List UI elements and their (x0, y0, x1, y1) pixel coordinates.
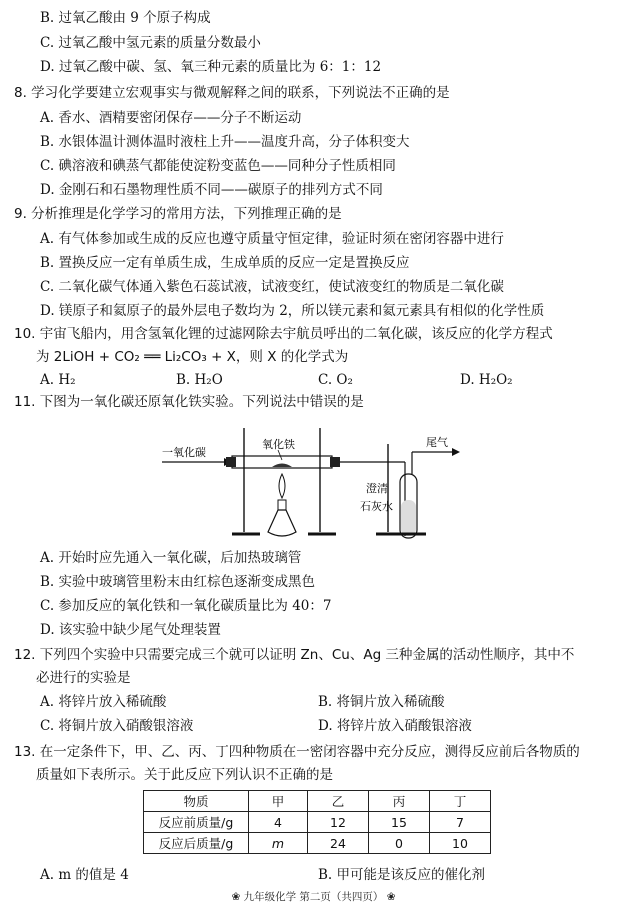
q11-option-c: C. 参加反应的氧化铁和一氧化碳质量比为 40：7 (40, 598, 332, 614)
table-header-cell: 乙 (308, 791, 369, 812)
table-cell: 24 (308, 833, 369, 854)
q8-option-c: C. 碘溶液和碘蒸气都能使淀粉变蓝色——同种分子性质相同 (40, 158, 396, 174)
fig-label-iron-oxide: 氧化铁 (262, 438, 295, 451)
burner-wick-holder (278, 500, 286, 510)
table-row (144, 812, 491, 833)
table-row (144, 833, 491, 854)
table-cell: 10 (430, 833, 491, 854)
q12-option-b: B. 将铜片放入稀硫酸 (318, 694, 445, 710)
q10-option-a: A. H₂ (40, 372, 76, 388)
q8-option-a: A. 香水、酒精要密闭保存——分子不断运动 (40, 110, 302, 126)
q8-stem: 8. 学习化学要建立宏观事实与微观解释之间的联系，下列说法不正确的是 (14, 85, 450, 101)
fig-label-lime-2: 石灰水 (360, 500, 393, 513)
q13-option-a: A. m 的值是 4 (40, 867, 129, 883)
q10-stem-line2: 为 2LiOH + CO₂ ══ Li₂CO₃ + X，则 X 的化学式为 (36, 349, 349, 365)
flame-icon (279, 474, 285, 498)
q12-stem-line2: 必进行的实验是 (36, 670, 131, 686)
table-cell: 4 (249, 812, 308, 833)
table-cell: 反应后质量/g (144, 833, 249, 854)
q8-option-d: D. 金刚石和石墨物理性质不同——碳原子的排列方式不同 (40, 182, 383, 198)
q9-option-a: A. 有气体参加或生成的反应也遵守质量守恒定律，验证时须在密闭容器中进行 (40, 231, 504, 247)
table-cell: 0 (369, 833, 430, 854)
table-header-cell: 丙 (369, 791, 430, 812)
fig-label-co: 一氧化碳 (162, 446, 206, 459)
q11-stem: 11. 下图为一氧化碳还原氧化铁实验。下列说法中错误的是 (14, 394, 364, 410)
alcohol-burner (268, 510, 296, 536)
page-footer: ❀ 九年级化学 第二页（共四页） ❀ (231, 891, 396, 903)
fig-label-exhaust: 尾气 (426, 436, 448, 449)
q9-option-b: B. 置换反应一定有单质生成，生成单质的反应一定是置换反应 (40, 255, 410, 271)
table-header-row (144, 791, 491, 812)
q13-stem-line2: 质量如下表所示。关于此反应下列认识不正确的是 (36, 767, 333, 783)
lime-water (401, 500, 416, 536)
table-header-cell: 甲 (249, 791, 308, 812)
mass-data-table (143, 790, 491, 854)
q12-option-d: D. 将锌片放入硝酸银溶液 (318, 718, 472, 734)
q12-stem-line1: 12. 下列四个实验中只需要完成三个就可以证明 Zn、Cu、Ag 三种金属的活动性顺序，其中不 (14, 647, 575, 663)
q12-option-a: A. 将锌片放入稀硫酸 (40, 694, 167, 710)
q10-option-b: B. H₂O (176, 372, 223, 388)
q9-stem: 9. 分析推理是化学学习的常用方法，下列推理正确的是 (14, 206, 342, 222)
q7-option-c: C. 过氧乙酸中氢元素的质量分数最小 (40, 35, 261, 51)
q12-option-c: C. 将铜片放入硝酸银溶液 (40, 718, 194, 734)
q7-option-d: D. 过氧乙酸中碳、氢、氧三种元素的质量比为 6：1：12 (40, 59, 382, 75)
fig-label-lime-1: 澄清 (366, 482, 388, 495)
q13-option-b: B. 甲可能是该反应的催化剂 (318, 867, 486, 883)
stopper-left (226, 457, 236, 467)
table-cell: 7 (430, 812, 491, 833)
q8-option-b: B. 水银体温计测体温时液柱上升——温度升高，分子体积变大 (40, 134, 410, 150)
q10-stem-line1: 10. 宇宙飞船内，用含氢氧化锂的过滤网除去宇航员呼出的二氧化碳，该反应的化学方程式 (14, 326, 553, 342)
stopper-right (330, 457, 340, 467)
q11-option-d: D. 该实验中缺少尾气处理装置 (40, 622, 221, 638)
iron-oxide-pointer (278, 450, 282, 460)
q7-option-b: B. 过氧乙酸由 9 个原子构成 (40, 10, 211, 26)
table-header-cell: 丁 (430, 791, 491, 812)
table-header-cell: 物质 (144, 791, 249, 812)
table-cell: m (249, 833, 308, 854)
q11-option-a: A. 开始时应先通入一氧化碳，后加热玻璃管 (40, 550, 302, 566)
q9-option-c: C. 二氧化碳气体通入紫色石蕊试液，试液变红，使试液变红的物质是二氧化碳 (40, 279, 504, 295)
exhaust-arrowhead (452, 448, 460, 456)
table-cell: 15 (369, 812, 430, 833)
table-cell: 12 (308, 812, 369, 833)
iron-oxide-powder (272, 464, 292, 468)
q13-stem-line1: 13. 在一定条件下，甲、乙、丙、丁四种物质在一密闭容器中充分反应，测得反应前后各物质的 (14, 744, 580, 760)
co-reduction-apparatus-diagram (160, 414, 470, 544)
q9-option-d: D. 镁原子和氦原子的最外层电子数均为 2，所以镁元素和氦元素具有相似的化学性质 (40, 303, 545, 319)
q11-option-b: B. 实验中玻璃管里粉末由红棕色逐渐变成黑色 (40, 574, 316, 590)
q10-option-c: C. O₂ (318, 372, 353, 388)
q10-option-d: D. H₂O₂ (460, 372, 513, 388)
table-cell: 反应前质量/g (144, 812, 249, 833)
